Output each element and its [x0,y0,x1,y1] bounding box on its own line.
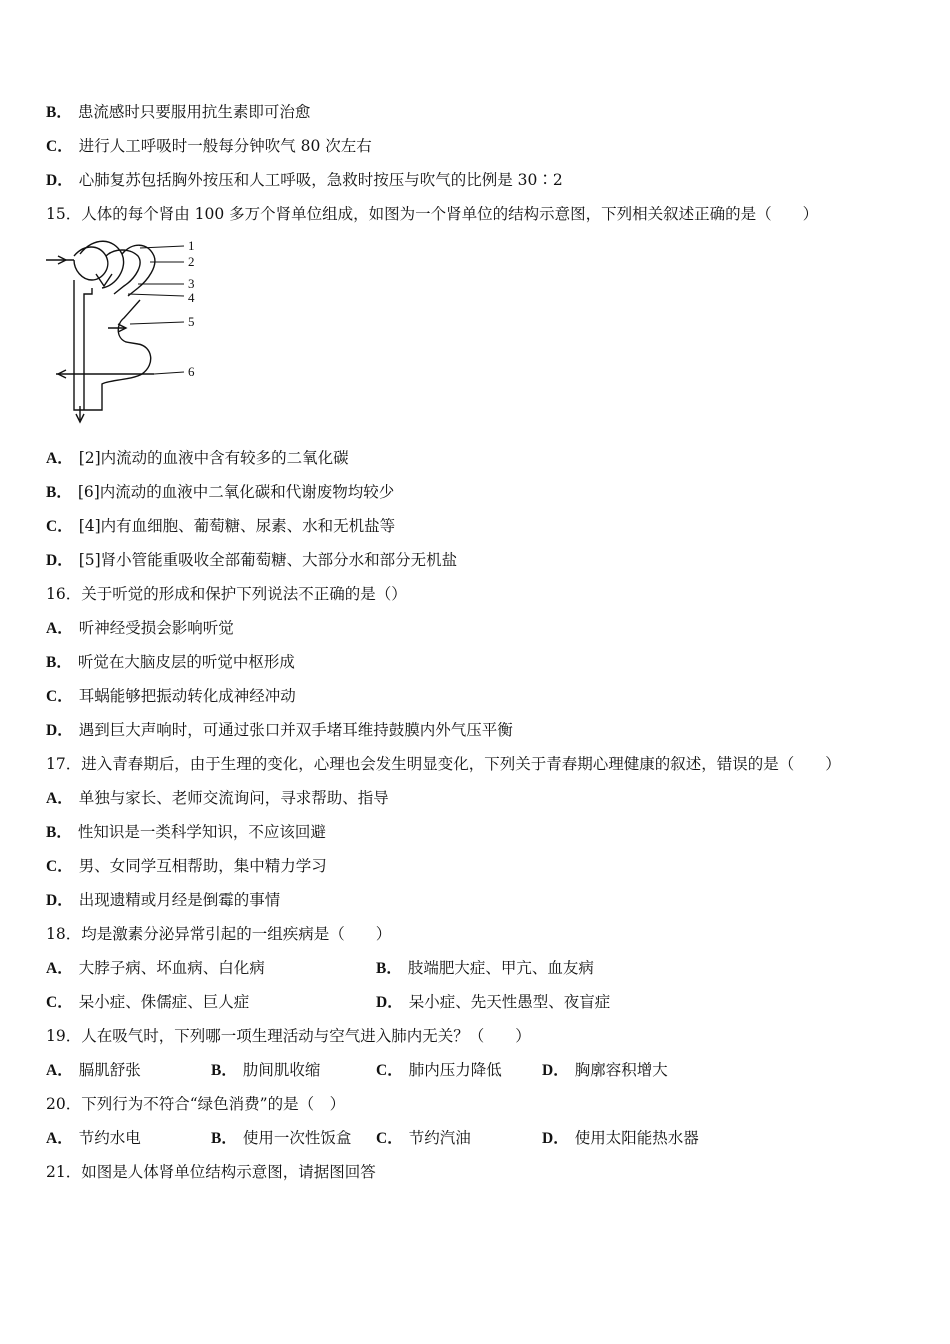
q18-option-d [376,992,610,1013]
option-text: 性知识是一类科学知识，不应该回避 [77,823,326,841]
option-letter: C． [376,1130,403,1147]
capsule-tip [96,274,112,286]
option-text: 肢端肥大症、甲亢、血友病 [407,959,594,977]
option-letter: A． [46,790,73,807]
q19-stem: 19．人在吸气时，下列哪一项生理活动与空气进入肺内无关？（ ） [46,1027,531,1045]
option-text: [6]内流动的血液中二氧化碳和代谢废物均较少 [77,483,395,501]
option-text: 耳蜗能够把振动转化成神经冲动 [78,687,296,705]
option-letter: B． [46,484,72,501]
option-text: 听神经受损会影响听觉 [78,619,234,637]
option-letter: A． [46,1130,73,1147]
q18-option-b [376,958,594,979]
q19-option-a [46,1060,141,1081]
q14-option-b [46,102,310,123]
option-letter: B． [46,654,72,671]
diagram-label-4: 4 [188,290,195,305]
option-text: 单独与家长、老师交流询问，寻求帮助、指导 [78,789,389,807]
option-letter: D． [46,172,73,189]
option-letter: D． [542,1062,569,1079]
q18-option-c [46,992,249,1013]
option-letter: B． [46,824,72,841]
q16-option-b [46,652,295,673]
q15-option-d [46,550,457,571]
option-letter: D． [376,994,403,1011]
q16-option-a [46,618,234,639]
option-text: 进行人工呼吸时一般每分钟吹气 80 次左右 [78,137,372,155]
q19-option-c [376,1060,502,1081]
q21-stem: 21．如图是人体肾单位结构示意图，请据图回答 [46,1163,376,1181]
option-letter: D． [46,892,73,909]
option-letter: A． [46,620,73,637]
option-text: 呆小症、先天性愚型、夜盲症 [408,993,611,1011]
option-text: 节约汽油 [408,1129,471,1147]
option-letter: A． [46,960,73,977]
q17-stem: 17．进入青春期后，由于生理的变化，心理也会发生明显变化，下列关于青春期心理健康的叙述，错误的是（ ） [46,755,841,773]
q15-option-b [46,482,394,503]
diagram-label-2: 2 [188,254,195,269]
option-text: 使用太阳能热水器 [574,1129,699,1147]
q16-stem: 16．关于听觉的形成和保护下列说法不正确的是（） [46,585,407,603]
diagram-label-1: 1 [188,238,195,253]
q20-option-b [211,1128,351,1149]
q14-option-c [46,136,372,157]
option-letter: C． [376,1062,403,1079]
q15-option-c [46,516,395,537]
option-text: [4]内有血细胞、葡萄糖、尿素、水和无机盐等 [78,517,396,535]
option-text: 肺内压力降低 [408,1061,502,1079]
option-text: 肋间肌收缩 [242,1061,321,1079]
option-letter: A． [46,450,73,467]
option-letter: C． [46,994,73,1011]
diagram-label-3: 3 [188,276,195,291]
q18-option-a [46,958,265,979]
tubule [74,280,151,410]
option-letter: C． [46,858,73,875]
option-text: 胸廓容积增大 [574,1061,668,1079]
option-letter: B． [211,1130,237,1147]
nephron-diagram [44,234,214,424]
q15-stem: 15．人体的每个肾由 100 多万个肾单位组成，如图为一个肾单位的结构示意图，下列相关叙述正确的是（ ） [46,205,819,223]
q17-option-a [46,788,389,809]
q20-option-d [542,1128,699,1149]
option-letter: C． [46,688,73,705]
option-letter: A． [46,1062,73,1079]
option-letter: D． [542,1130,569,1147]
option-letter: C． [46,518,73,535]
collecting-duct [84,288,92,410]
option-text: 心肺复苏包括胸外按压和人工呼吸，急救时按压与吹气的比例是 30∶2 [78,171,563,189]
diagram-label-6: 6 [188,364,195,379]
option-text: 节约水电 [78,1129,141,1147]
q20-stem: 20．下列行为不符合“绿色消费”的是（ ） [46,1095,346,1113]
option-letter: D． [46,722,73,739]
q19-option-d [542,1060,668,1081]
option-text: [5]肾小管能重吸收全部葡萄糖、大部分水和部分无机盐 [78,551,458,569]
option-letter: B． [376,960,402,977]
option-letter: C． [46,138,73,155]
q17-option-b [46,822,326,843]
option-text: 大脖子病、坏血病、白化病 [78,959,265,977]
q17-option-c [46,856,327,877]
q14-option-d [46,170,563,191]
option-text: [2]内流动的血液中含有较多的二氧化碳 [78,449,349,467]
q15-option-a [46,448,349,469]
diagram-label-5: 5 [188,314,195,329]
option-text: 膈肌舒张 [78,1061,141,1079]
option-text: 使用一次性饭盒 [242,1129,352,1147]
option-text: 患流感时只要服用抗生素即可治愈 [77,103,311,121]
q18-stem: 18．均是激素分泌异常引起的一组疾病是（ ） [46,925,392,943]
option-text: 出现遗精或月经是倒霉的事情 [78,891,281,909]
q17-option-d [46,890,280,911]
option-letter: D． [46,552,73,569]
option-letter: B． [211,1062,237,1079]
q20-option-a [46,1128,141,1149]
option-text: 呆小症、侏儒症、巨人症 [78,993,250,1011]
glomerulus-loop [74,247,108,280]
option-text: 男、女同学互相帮助，集中精力学习 [78,857,327,875]
option-text: 遇到巨大声响时，可通过张口并双手堵耳维持鼓膜内外气压平衡 [78,721,513,739]
q16-option-d [46,720,513,741]
option-letter: B． [46,104,72,121]
option-text: 听觉在大脑皮层的听觉中枢形成 [77,653,295,671]
q16-option-c [46,686,296,707]
q20-option-c [376,1128,471,1149]
q19-option-b [211,1060,320,1081]
